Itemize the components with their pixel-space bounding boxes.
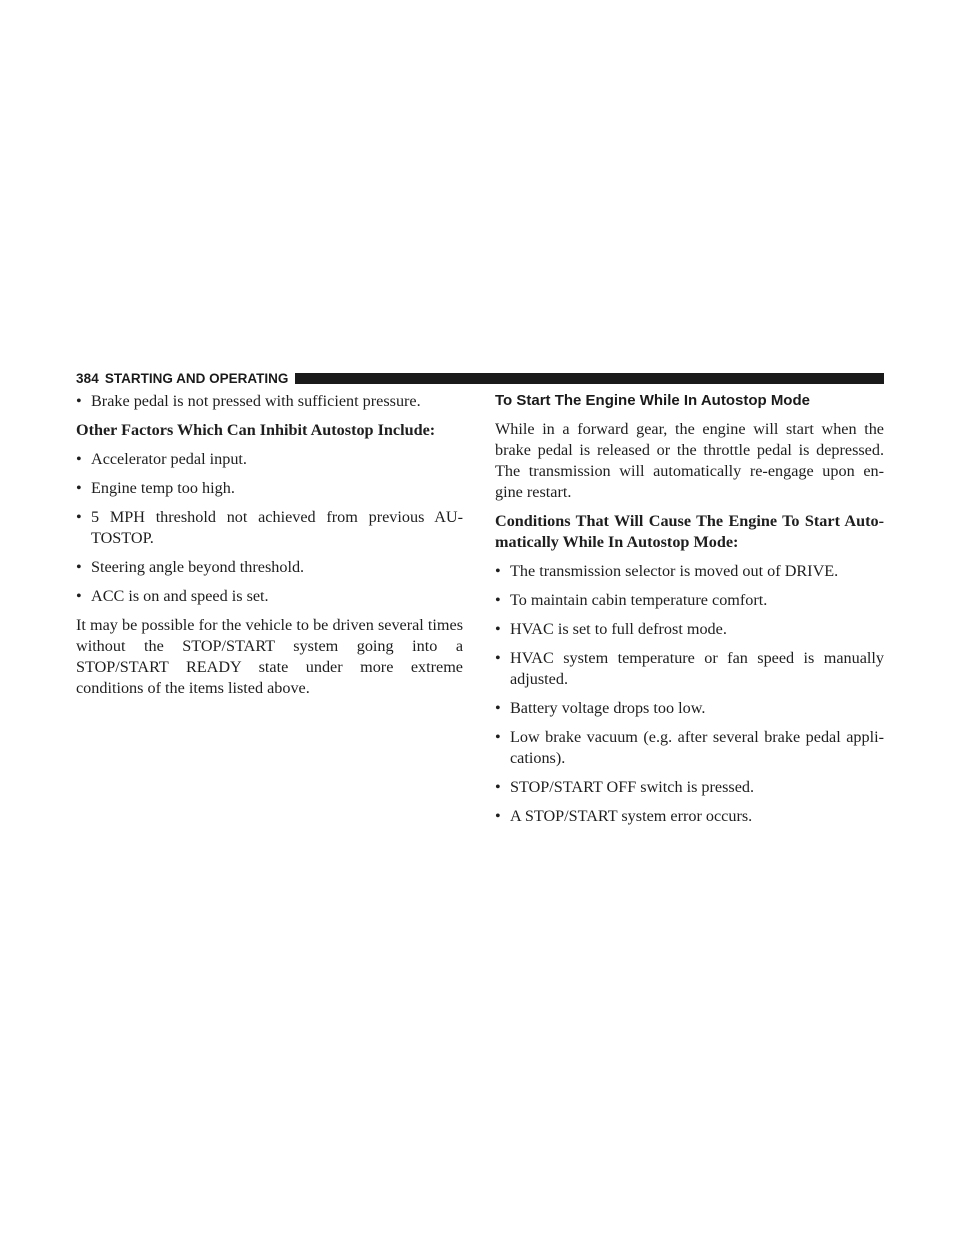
- list-item-text: Battery voltage drops too low.: [510, 699, 706, 717]
- list-item: [495, 590, 884, 611]
- list-item-text: Low brake vacuum (e.g. after several brake pedal appli-cations).: [510, 728, 884, 767]
- list-item-text: A STOP/START system error occurs.: [510, 807, 753, 825]
- bullet-icon: •: [76, 558, 82, 576]
- list-item-text: STOP/START OFF switch is pressed.: [510, 778, 755, 796]
- list-item: [495, 648, 884, 690]
- list-item-text: Engine temp too high.: [91, 479, 235, 497]
- bullet-icon: •: [76, 587, 82, 605]
- bullet-icon: •: [76, 479, 82, 497]
- list-item: [495, 561, 884, 582]
- list-item-text: Accelerator pedal input.: [91, 450, 247, 468]
- list-item: [495, 619, 884, 640]
- list-item: [76, 507, 463, 549]
- list-item-text: The transmission selector is moved out of DRIVE.: [510, 562, 839, 580]
- bullet-icon: •: [76, 392, 82, 410]
- list-item: [495, 698, 884, 719]
- other-factors-heading: Other Factors Which Can Inhibit Autostop Include:: [76, 421, 436, 439]
- list-item-text: HVAC system temperature or fan speed is manually adjusted.: [510, 649, 884, 688]
- bullet-icon: •: [495, 807, 501, 825]
- page-number: 384: [76, 370, 99, 386]
- list-item-text: HVAC is set to full defrost mode.: [510, 620, 727, 638]
- list-item: [76, 478, 463, 499]
- bullet-icon: •: [76, 450, 82, 468]
- list-item-text: To maintain cabin temperature comfort.: [510, 591, 768, 609]
- bullet-icon: •: [495, 562, 501, 580]
- list-item-text: Steering angle beyond threshold.: [91, 558, 305, 576]
- page-header: [76, 369, 884, 387]
- bullet-icon: •: [495, 649, 501, 667]
- list-item: [76, 449, 463, 470]
- bullet-icon: •: [76, 508, 82, 526]
- section-heading: To Start The Engine While In Autostop Mode: [495, 392, 810, 409]
- closing-paragraph: It may be possible for the vehicle to be driven several times without the STOP/START system going into a STOP/START READY state under more extreme conditions of the items listed above.: [76, 616, 463, 697]
- left-column: [76, 391, 463, 699]
- section-title: STARTING AND OPERATING: [104, 370, 289, 386]
- list-item: [76, 557, 463, 578]
- bullet-icon: •: [495, 778, 501, 796]
- bullet-icon: •: [495, 591, 501, 609]
- bullet-icon: •: [495, 728, 501, 746]
- list-item: [495, 806, 884, 827]
- list-item-text: ACC is on and speed is set.: [91, 587, 269, 605]
- list-item-text: 5 MPH threshold not achieved from previous AU-TOSTOP.: [91, 508, 463, 547]
- list-item: [495, 727, 884, 769]
- list-item: [76, 586, 463, 607]
- right-column: [495, 391, 884, 827]
- bullet-icon: •: [495, 620, 501, 638]
- bullet-icon: •: [495, 699, 501, 717]
- list-item: [495, 777, 884, 798]
- conditions-heading: Conditions That Will Cause The Engine To Start Auto-matically While In Autostop Mode:: [495, 512, 884, 551]
- list-item-text: Brake pedal is not pressed with sufficient pressure.: [91, 392, 421, 410]
- list-item: [76, 391, 463, 412]
- header-rule: [295, 373, 884, 384]
- intro-paragraph: While in a forward gear, the engine will start when the brake pedal is released or the throttle pedal is depressed. The transmission will automatically re-engage upon en-gine restart.: [495, 420, 884, 501]
